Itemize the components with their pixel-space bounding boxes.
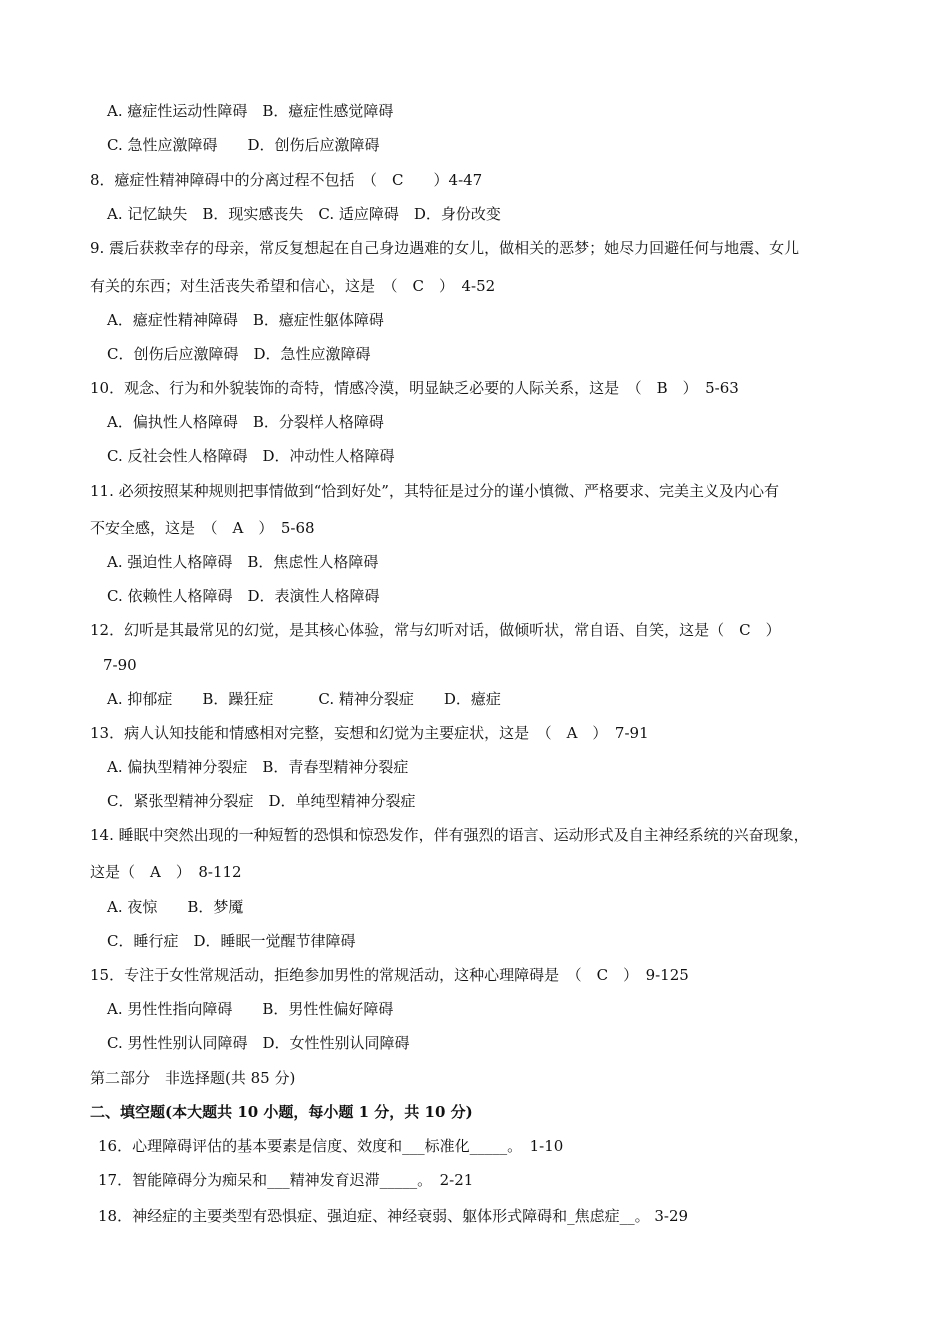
text-line: C．睡行症 D．睡眠一觉醒节律障碍 xyxy=(107,932,356,950)
question-line: 14. 睡眠中突然出现的一种短暂的恐惧和惊恐发作，伴有强烈的语言、运动形式及自主神经系统的兴奋现象， xyxy=(90,826,809,844)
text-line: A. 偏执型精神分裂症 B．青春型精神分裂症 xyxy=(107,758,409,776)
question-line: 17．智能障碍分为痴呆和___精神发育迟滞_____。 2-21 xyxy=(98,1171,474,1189)
question-line: 10．观念、行为和外貌装饰的奇特，情感冷漠，明显缺乏必要的人际关系，这是 （ B ） 5-63 xyxy=(90,379,739,397)
section-title: 第二部分 非选择题(共 85 分) xyxy=(90,1069,296,1087)
text-line: A. 记忆缺失 B．现实感丧失 C. 适应障碍 D．身份改变 xyxy=(107,205,501,223)
question-line: 9. 震后获救幸存的母亲，常反复想起在自己身边遇难的女儿，做相关的恶梦；她尽力回避任何与地震、女儿 xyxy=(90,239,800,257)
text-line: C. 急性应激障碍 D．创伤后应激障碍 xyxy=(107,136,380,154)
text-line: A. 男性性指向障碍 B．男性性偏好障碍 xyxy=(107,1000,394,1018)
text-line: C. 依赖性人格障碍 D．表演性人格障碍 xyxy=(107,587,380,605)
text-line: A. 抑郁症 B．躁狂症 C. 精神分裂症 D．癔症 xyxy=(107,690,501,708)
text-line: 不安全感，这是 （ A ） 5-68 xyxy=(90,519,315,537)
question-line: 13．病人认知技能和情感相对完整，妄想和幻觉为主要症状，这是 （ A ） 7-91 xyxy=(90,724,649,742)
text-line: 这是（ A ） 8-112 xyxy=(90,863,242,881)
question-line: 8．癔症性精神障碍中的分离过程不包括 （ C ）4-47 xyxy=(90,171,483,189)
text-line: 7-90 xyxy=(103,656,137,674)
text-line: C. 男性性别认同障碍 D．女性性别认同障碍 xyxy=(107,1034,410,1052)
section-heading: 二、填空题(本大题共 10 小题，每小题 1 分，共 10 分) xyxy=(90,1103,473,1121)
text-line: 有关的东西；对生活丧失希望和信心，这是 （ C ） 4-52 xyxy=(90,277,496,295)
question-line: 15．专注于女性常规活动，拒绝参加男性的常规活动，这种心理障碍是 （ C ） 9-125 xyxy=(90,966,689,984)
text-line: C. 反社会性人格障碍 D．冲动性人格障碍 xyxy=(107,447,395,465)
question-line: 18．神经症的主要类型有恐惧症、强迫症、神经衰弱、躯体形式障碍和_焦虑症__。 3-29 xyxy=(98,1207,689,1225)
text-line: A．偏执性人格障碍 B．分裂样人格障碍 xyxy=(107,413,384,431)
text-line: A. 强迫性人格障碍 B．焦虑性人格障碍 xyxy=(107,553,379,571)
text-line: C．紧张型精神分裂症 D．单纯型精神分裂症 xyxy=(107,792,416,810)
text-line: A．癔症性精神障碍 B．癔症性躯体障碍 xyxy=(107,311,384,329)
question-line: 12．幻听是其最常见的幻觉，是其核心体验，常与幻听对话，做倾听状，常自语、自笑，这是（ C ） xyxy=(90,621,781,639)
question-line: 16．心理障碍评估的基本要素是信度、效度和___标准化_____。 1-10 xyxy=(98,1137,564,1155)
question-line: 11. 必须按照某种规则把事情做到“恰到好处”，其特征是过分的谨小慎微、严格要求、完美主义及内心有 xyxy=(90,482,779,500)
text-line: A. 夜惊 B．梦魇 xyxy=(107,898,244,916)
text-line: A. 癔症性运动性障碍 B．癔症性感觉障碍 xyxy=(107,102,394,120)
text-line: C．创伤后应激障碍 D．急性应激障碍 xyxy=(107,345,371,363)
